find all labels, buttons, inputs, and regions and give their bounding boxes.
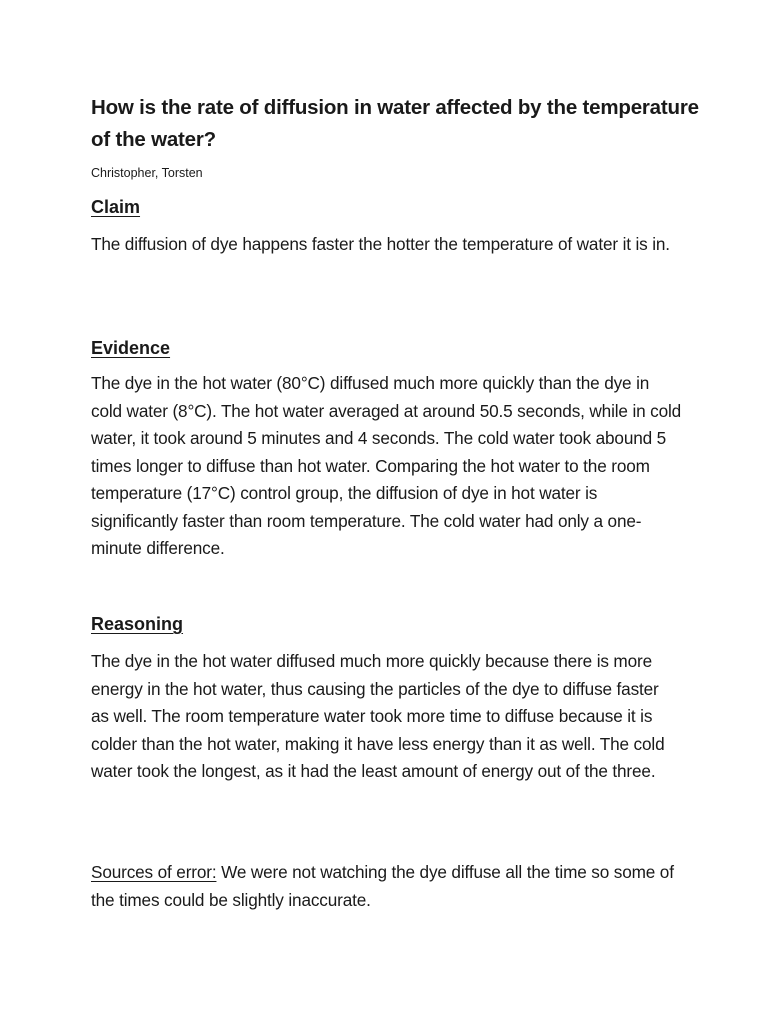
evidence-heading: Evidence: [91, 338, 171, 358]
claim-text: The diffusion of dye happens faster the hotter the temperature of water it is in.: [91, 234, 670, 254]
document-authors: Christopher, Torsten: [91, 166, 203, 180]
claim-heading: Claim: [91, 197, 141, 217]
reasoning-heading: Reasoning: [91, 614, 184, 634]
sources-of-error-label: Sources of error:: [91, 862, 217, 882]
reasoning-text: The dye in the hot water diffused much more quickly because there is more energy in the hot water, thus causing the particles of the dye to diffuse faster as well. The room temperature water took more time to diffuse because it is colder than the hot water, making it have less energy than it as well. The cold water took the longest, as it had the least amount of energy out of the three.: [91, 651, 665, 781]
evidence-text: The dye in the hot water (80°C) diffused much more quickly than the dye in cold water (8°C). The hot water averaged at around 50.5 seconds, while in cold water, it took around 5 minutes and 4 seconds. The cold water took abound 5 times longer to diffuse than hot water. Comparing the hot water to the room temperature (17°C) control group, the diffusion of dye in hot water is significantly faster than room temperature. The cold water had only a one-minute difference.: [91, 373, 682, 558]
sources-of-error-text: We were not watching the dye diffuse all the time so some of the times could be slightly inaccurate.: [91, 862, 674, 910]
document-title: How is the rate of diffusion in water affected by the temperature of the water?: [91, 96, 699, 151]
sources-of-error-paragraph: [91, 859, 681, 914]
